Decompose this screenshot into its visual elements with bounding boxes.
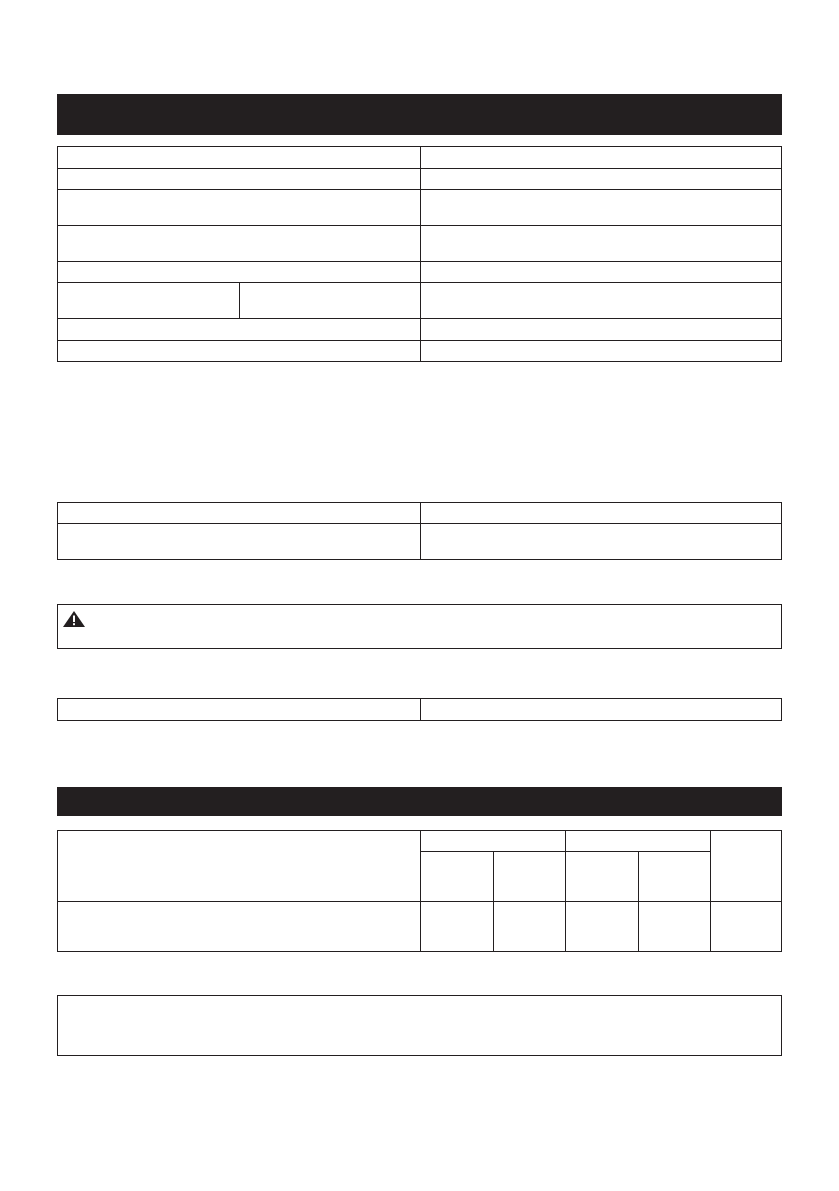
noise-vibration-header-bar (57, 787, 782, 816)
specifications-header-bar (57, 94, 782, 135)
warning-triangle-icon (63, 611, 85, 627)
note-box (57, 995, 782, 1056)
warning-notice-box (57, 604, 782, 649)
